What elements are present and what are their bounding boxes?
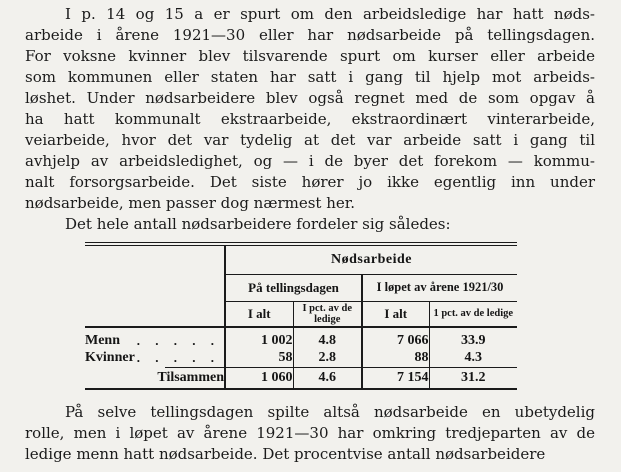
- table-row-menn: [85, 327, 517, 349]
- column-header-pct-1: I pct. av de ledige: [293, 301, 362, 327]
- cell-menn-pct-2: 33.9: [461, 333, 486, 348]
- cell-menn-total-2: 7 066: [362, 327, 429, 349]
- paragraph-closing: [25, 402, 595, 465]
- text-line: veiarbeide, hvor det var tydelig at det var arbeide satt i gang til: [25, 131, 595, 149]
- cell-kvinner-total-2: 88: [362, 349, 429, 367]
- cell-total-total-2: 7 154: [362, 367, 429, 389]
- table-lead-in: Det hele antall nødsarbeidere fordeler sig således:: [65, 215, 451, 233]
- column-group-census-day: På tellingsdagen: [225, 274, 362, 301]
- text-line: ledige menn hatt nødsarbeide. Det procentvise antall nødsarbeidere: [25, 445, 546, 463]
- cell-menn-total-1: 1 002: [225, 327, 293, 349]
- cell-kvinner-total-1: 58: [225, 349, 293, 367]
- row-label-text: Kvinner: [85, 350, 135, 365]
- text-line: rolle, men i løpet av årene 1921—30 har omkring tredjeparten av de: [25, 424, 595, 442]
- statistics-table: [85, 242, 517, 390]
- column-header-pct-2: 1 pct. av de ledige: [429, 301, 517, 327]
- table-row-kvinner: [85, 349, 517, 367]
- text-line: avhjelp av arbeidsledighet, og — i de byer det forekom — kommu-: [25, 152, 595, 170]
- text-line: nødsarbeide, men passer dog nærmest her.: [25, 194, 356, 212]
- stub-header-cell: [85, 244, 225, 327]
- table-row-total: [85, 367, 517, 389]
- text-line: nalt forsorgsarbeide. Det siste hører jo ikke egentlig inn under: [25, 173, 595, 191]
- text-line: som kommunen eller staten har satt i gang til hjelp mot arbeids-: [25, 68, 595, 86]
- cell-kvinner-pct-2: 4.3: [464, 349, 482, 365]
- dot-leader: . . . . .: [136, 333, 214, 348]
- dot-leader: . . . . .: [136, 350, 214, 365]
- column-header-total-1: I alt: [225, 301, 293, 327]
- text-line: løshet. Under nødsarbeidere blev også regnet med de som opgav å: [25, 89, 595, 107]
- group-header: Nødsarbeide: [225, 244, 517, 274]
- text-line: ha hatt kommunalt ekstraarbeide, ekstraordinært vinterarbeide,: [25, 110, 595, 128]
- text-line: På selve tellingsdagen spilte altså nødsarbeide en ubetydelig: [65, 403, 595, 421]
- text-line: I p. 14 og 15 a er spurt om den arbeidsledige har hatt nøds-: [65, 5, 595, 23]
- paragraph-intro: [25, 4, 595, 214]
- cell-kvinner-pct-1: 2.8: [293, 349, 362, 367]
- cell-total-total-1: 1 060: [225, 367, 293, 389]
- row-label-kvinner: [85, 349, 225, 367]
- row-label-tilsammen: Tilsammen: [85, 367, 225, 389]
- row-label-menn: [85, 327, 225, 349]
- cell-menn-pct-1: 4.8: [293, 327, 362, 349]
- column-header-total-2: I alt: [362, 301, 429, 327]
- text-line: For voksne kvinner blev tilsvarende spurt om kurser eller arbeide: [25, 47, 595, 65]
- row-label-text: Menn: [85, 333, 120, 348]
- text-line: arbeide i årene 1921—30 eller har nødsarbeide på tellingsdagen.: [25, 26, 595, 44]
- cell-total-pct-2: 31.2: [429, 367, 517, 389]
- statistics-table-wrapper: [85, 242, 595, 390]
- column-group-years: I løpet av årene 1921/30: [362, 274, 517, 301]
- cell-total-pct-1: 4.6: [293, 367, 362, 389]
